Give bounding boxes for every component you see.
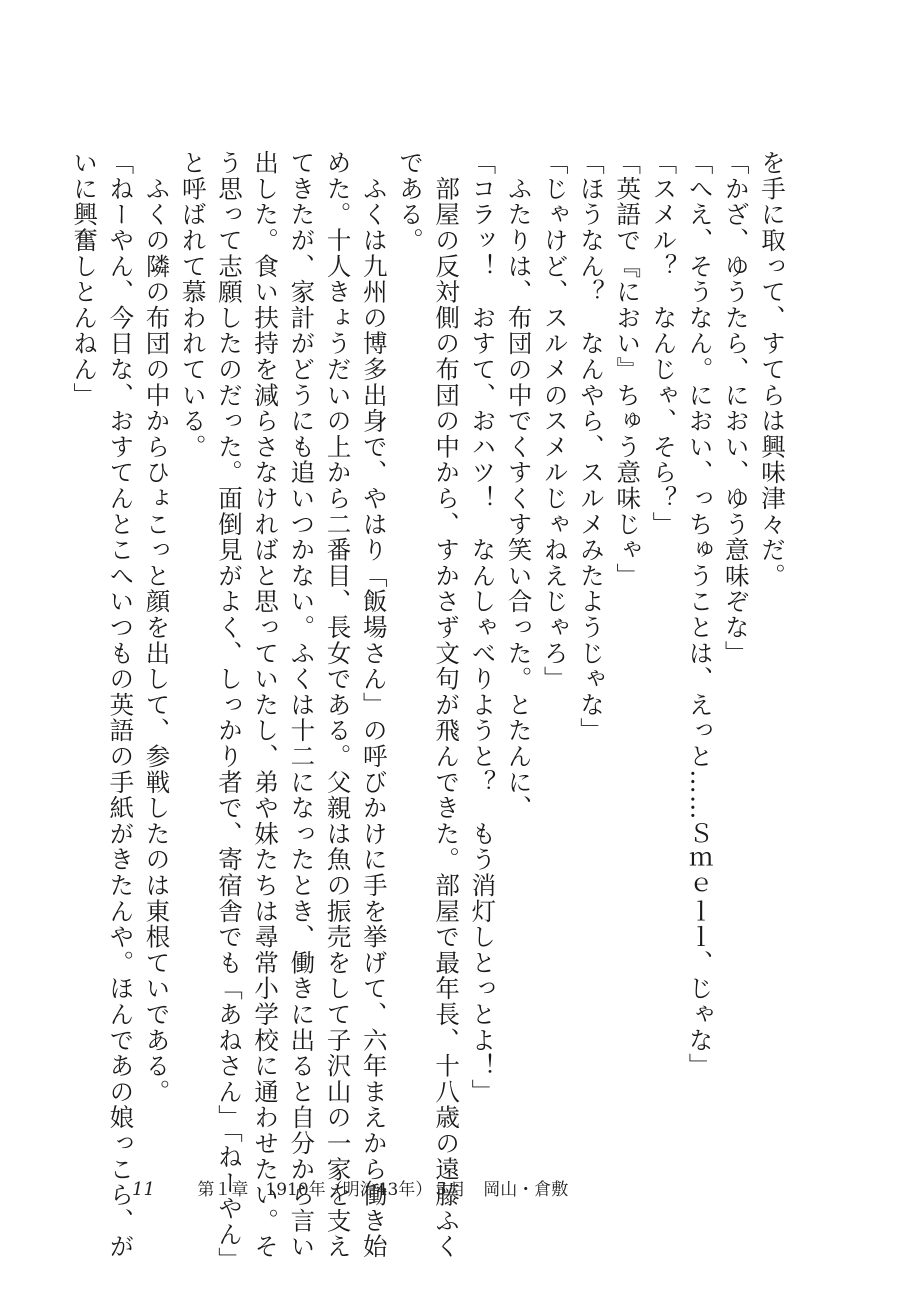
text-line: 出した。食い扶持を減らさなければと思っていたし、弟や妹たちは尋常小学校に通わせたい。そ [251, 150, 281, 1260]
text-line: 部屋の反対側の布団の中から、すかさず文句が飛んできた。部屋で最年長、十八歳の遠藤ふく [432, 150, 462, 1260]
text-line: ふたりは、布団の中でくすくす笑い合った。とたんに、 [504, 150, 534, 821]
text-line: てきたが、家計がどうにも追いつかない。ふくは十二になったとき、働きに出ると自分から言い [287, 150, 317, 1260]
text-line: 「へえ、そうなん。におい、っちゅうことは、えっと……Ｓｍｅｌｌ、じゃな」 [685, 150, 715, 1079]
text-line: 「コラッ！ おすて、おハツ！ なんしゃべりようと？ もう消灯しとっとよ！」 [468, 150, 498, 1105]
text-line: である。 [395, 150, 425, 254]
text-line: 「かざ、ゆうたら、におい、ゆう意味ぞな」 [721, 150, 751, 666]
text-line: う思って志願したのだった。面倒見がよく、しっかり者で、寄宿舎でも「あねさん」「ねーやん」 [214, 150, 244, 1273]
running-head: 第１章 1910年（明治43年）５月 岡山・倉敷 [197, 1180, 569, 1200]
text-line: 「英語で『におい』ちゅう意味じゃ」 [613, 150, 643, 589]
text-line: めた。十人きょうだいの上から二番目、長女である。父親は魚の振売をして子沢山の一家を支え [323, 150, 353, 1260]
text-line: いに興奮しとんねん」 [70, 150, 100, 408]
page-footer [132, 1178, 568, 1202]
text-line: と呼ばれて慕われている。 [178, 150, 208, 460]
page-number: 11 [132, 1179, 155, 1200]
text-line: 「ほうなん？ なんやら、スルメみたようじゃな」 [576, 150, 606, 744]
text-line: 「ねーやん、今日な、おすてんとこへいつもの英語の手紙がきたんや。ほんであの娘っこら、が [106, 150, 136, 1260]
text-line: 「スメル？ なんじゃ、そら？」 [649, 150, 679, 537]
text-line: 「じゃけど、スルメのスメルじゃねえじゃろ」 [540, 150, 570, 692]
text-line: ふくは九州の博多出身で、やはり「飯場さん」の呼びかけに手を挙げて、六年まえから働き始 [359, 150, 389, 1260]
text-line: ふくの隣の布団の中からひょこっと顔を出して、参戦したのは東根ていである。 [142, 150, 172, 1105]
text-line: を手に取って、すてらは興味津々だ。 [758, 150, 787, 589]
